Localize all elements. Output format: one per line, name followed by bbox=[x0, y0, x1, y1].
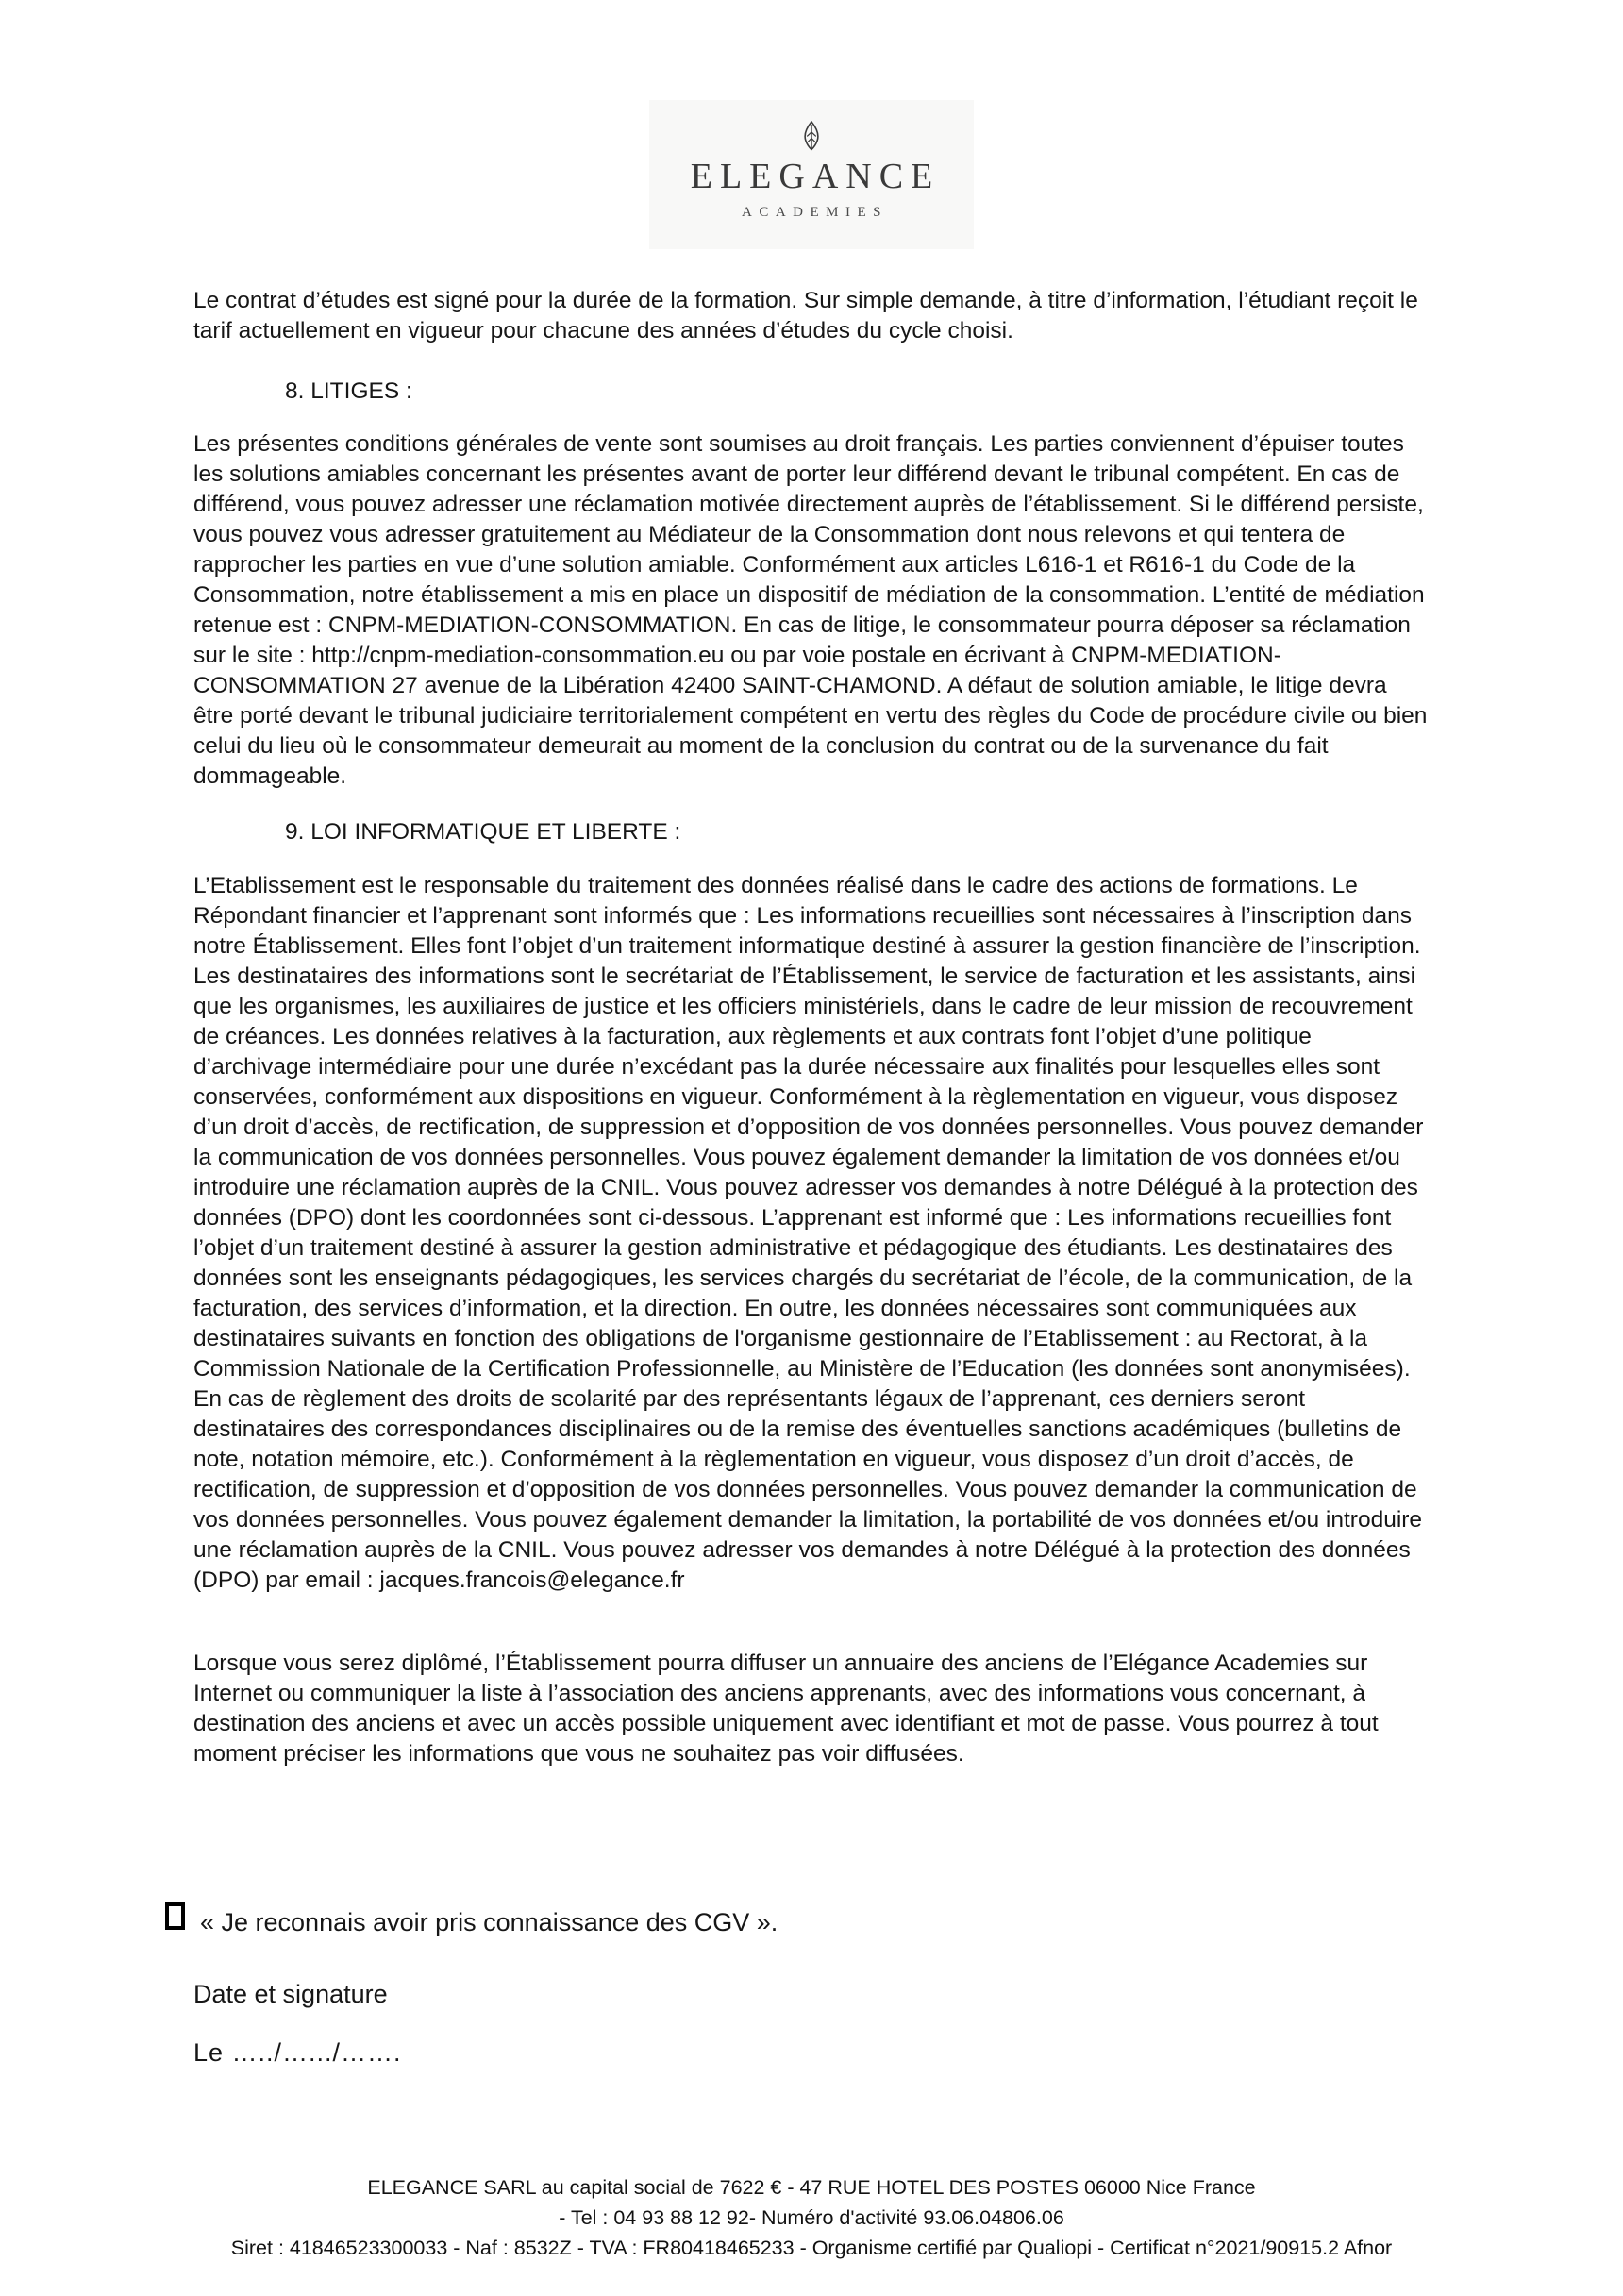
document-body bbox=[193, 286, 1431, 1769]
footer-line-company: ELEGANCE SARL au capital social de 7622 € - 47 RUE HOTEL DES POSTES 06000 Nice France bbox=[367, 2176, 1256, 2199]
logo-subtitle-text: ACADEMIES bbox=[741, 205, 888, 220]
cgv-acknowledgement-text: « Je reconnais avoir pris connaissance des CGV ». bbox=[200, 1908, 778, 1936]
leaf-icon bbox=[799, 121, 824, 151]
logo bbox=[649, 100, 974, 249]
section-9-paragraph-2: Lorsque vous serez diplômé, l’Établissement pourra diffuser un annuaire des anciens de l’Elégance Academies sur Internet ou communiquer la liste à l’association des anciens apprenants, avec des informations vous concernant, à destination des anciens et avec un accès possible uniquement avec identifiant et mot de passe. Vous pourrez à tout moment préciser les informations que vous ne souhaitez pas voir diffusées. bbox=[193, 1651, 1379, 1767]
intro-paragraph: Le contrat d’études est signé pour la durée de la formation. Sur simple demande, à titre d’information, l’étudiant reçoit le tarif actuellement en vigueur pour chacune des années d’études du cycle choisi. bbox=[193, 288, 1418, 344]
signature-block bbox=[193, 1901, 778, 2069]
date-signature-label: Date et signature bbox=[193, 1980, 388, 2008]
section-9-paragraph-1: L’Etablissement est le responsable du traitement des données réalisé dans le cadre des actions de formations. Le Répondant financier et l’apprenant sont informés que : Les informations recueillies sont nécessaires à l’inscription dans notre Établissement. Elles font l’objet d’un traitement informatique destiné à assurer la gestion financière de l’inscription. Les destinataires des informations sont le secrétariat de l’Établissement, le service de facturation et les assistants, ainsi que les organismes, les auxiliaires de justice et les officiers ministériels, dans le cadre de leur mission de recouvrement de créances. Les données relatives à la facturation, aux règlements et aux contrats font l’objet d’une politique d’archivage intermédiaire pour une durée n’excédant pas la durée nécessaire aux finalités pour lesquelles elles sont conservées, conformément aux dispositions en vigueur. Conformément à la règlementation en vigueur, vous disposez d’un droit d’accès, de rectification, de suppression et d’opposition de vos données personnelles. Vous pouvez demander la communication de vos données personnelles. Vous pouvez également demander la limitation de vos données et/ou introduire une réclamation auprès de la CNIL. Vous pouvez adresser vos demandes à notre Délégué à la protection des données (DPO) dont les coordonnées sont ci-dessous. L’apprenant est informé que : Les informations recueillies font l’objet d’un traitement destiné à assurer la gestion administrative et pédagogique des étudiants. Les destinataires des données sont les enseignants pédagogiques, les services chargés du secrétariat de l’école, de la communication, de la facturation, des services d’information, et la direction. En outre, les données nécessaires sont communiquées aux destinataires suivants en fonction des obligations de l'organisme gestionnaire de l’Etablissement : au Rectorat, à la Commission Nationale de la Certification Professionnelle, au Ministère de l’Education (les données sont anonymisées). En cas de règlement des droits de scolarité par des représentants légaux de l’apprenant, ces derniers seront destinataires des correspondances disciplinaires ou de la remise des éventuelles sanctions académiques (bulletins de note, notation mémoire, etc.). Conformément à la règlementation en vigueur, vous disposez d’un droit d’accès, de rectification, de suppression et d’opposition de vos données personnelles. Vous pouvez demander la communication de vos données personnelles. Vous pouvez également demander la limitation, la portabilité de vos données et/ou introduire une réclamation auprès de la CNIL. Vous pouvez adresser vos demandes à notre Délégué à la protection des données (DPO) par email : jacques.francois@elegance.fr bbox=[193, 873, 1424, 1593]
footer-line-legal: Siret : 41846523300033 - Naf : 8532Z - TVA : FR80418465233 - Organisme certifié par Qualiopi - Certificat n°2021/90915.2 Afnor bbox=[230, 2237, 1393, 2259]
logo-brand-text: ELEGANCE bbox=[690, 157, 941, 196]
page-footer bbox=[0, 2172, 1623, 2263]
footer-line-contact: - Tel : 04 93 88 12 92- Numéro d'activité 93.06.04806.06 bbox=[559, 2206, 1064, 2229]
section-8-heading: 8. LITIGES : bbox=[285, 378, 412, 404]
date-fill-in-line: Le …../….../……. bbox=[193, 2038, 402, 2067]
section-8-paragraph: Les présentes conditions générales de vente sont soumises au droit français. Les parties conviennent d’épuiser toutes les solutions amiables concernant les présentes avant de porter leur différend devant le tribunal compétent. En cas de différend, vous pouvez adresser une réclamation motivée directement auprès de l’établissement. Si le différend persiste, vous pouvez vous adresser gratuitement au Médiateur de la Consommation dont nous relevons et qui tentera de rapprocher les parties en vue d’une solution amiable. Conformément aux articles L616-1 et R616-1 du Code de la Consommation, notre établissement a mis en place un dispositif de médiation de la consommation. L’entité de médiation retenue est : CNPM-MEDIATION-CONSOMMATION. En cas de litige, le consommateur pourra déposer sa réclamation sur le site : http://cnpm-mediation-consommation.eu ou par voie postale en écrivant à CNPM-MEDIATION-CONSOMMATION 27 avenue de la Libération 42400 SAINT-CHAMOND. A défaut de solution amiable, le litige devra être porté devant le tribunal judiciaire territorialement compétent en vertu des règles du Code de procédure civile ou bien celui du lieu où le consommateur demeurait au moment de la conclusion du contrat ou de la survenance du fait dommageable. bbox=[193, 431, 1428, 789]
cgv-checkbox[interactable] bbox=[165, 1902, 185, 1930]
cgv-acknowledgement-row bbox=[165, 1901, 778, 1938]
section-9-heading: 9. LOI INFORMATIQUE ET LIBERTE : bbox=[285, 819, 681, 845]
